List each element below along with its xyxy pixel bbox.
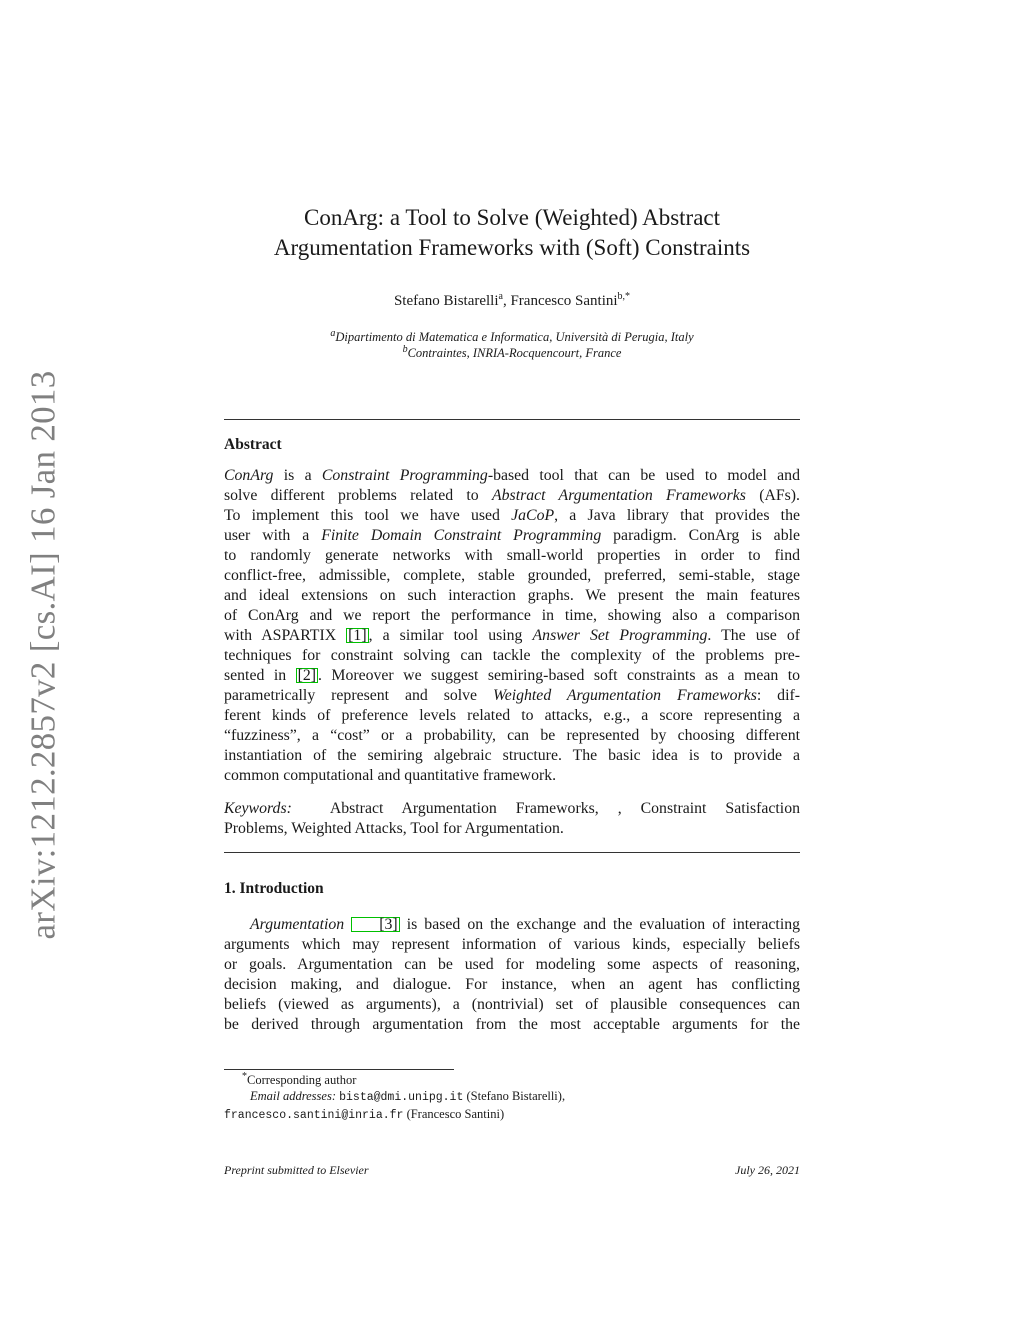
text-span: and ideal extensions on such interaction graphs. We present the main features [224, 587, 800, 604]
text-span: ferent kinds of preference levels related to attacks, e.g., a score representing a [224, 707, 800, 724]
affiliation [224, 345, 800, 361]
text-span: be derived through argumentation from the most acceptable arguments for the [224, 1016, 800, 1033]
text-line [224, 606, 800, 626]
text-span: sented in [224, 667, 296, 684]
text-span: paradigm. ConArg is able [601, 527, 800, 544]
text-span: user with a [224, 527, 322, 544]
text-line [224, 626, 800, 646]
footnote-mark: * [242, 1070, 247, 1082]
footnote-text: Corresponding author [247, 1073, 357, 1087]
text-span: , a Java library that provides the [554, 507, 800, 524]
text-span: conflict-free, admissible, complete, stable grounded, preferred, semi-stable, stage [224, 567, 800, 584]
citation-link[interactable]: [1] [348, 627, 367, 644]
text-span: is a [273, 467, 322, 484]
text-span: , a similar tool using [368, 627, 533, 644]
text-span: parametrically represent and solve [224, 687, 494, 704]
text-line [224, 955, 800, 975]
footnote-rule [224, 1069, 454, 1070]
text-span: is based on the exchange and the evaluation of interacting [399, 916, 800, 933]
affiliations [224, 329, 800, 361]
section-heading: 1. Introduction [224, 880, 324, 897]
text-span: Constraint Programming [321, 467, 488, 484]
text-line [224, 935, 800, 955]
text-span: To implement this tool we have used [224, 507, 512, 524]
text-span: of ConArg and we report the performance in time, showing also a comparison [224, 607, 800, 624]
email-owner: (Stefano Bistarelli), [463, 1089, 566, 1103]
text-line [224, 995, 800, 1015]
keywords-text: Abstract Argumentation Frameworks, , Constraint Satisfaction [329, 800, 800, 817]
text-span: . Moreover we suggest semiring-based soft constraints as a mean to [318, 667, 800, 684]
text-span: “fuzziness”, a “cost” or a probability, can be represented by choosing different [224, 727, 800, 744]
arxiv-stamp [22, 370, 66, 940]
affiliation-text: Dipartimento di Matematica e Informatica, Università di Perugia, Italy [335, 330, 694, 344]
text-span: -based tool that can be used to model and [487, 467, 800, 484]
bottom-rule [224, 852, 800, 853]
affiliation [224, 329, 800, 345]
text-span: Weighted Argumentation Frameworks [493, 687, 757, 704]
affiliation-mark: a [330, 327, 336, 339]
text-line [224, 746, 800, 766]
text-span: Argumentation [250, 916, 345, 933]
citation-link[interactable]: [3] [351, 917, 399, 932]
text-span: JaCoP [511, 507, 555, 524]
text-line [224, 975, 800, 995]
text-line [224, 506, 800, 526]
email-label: Email addresses: [250, 1089, 336, 1103]
text-line [224, 466, 800, 486]
text-line [224, 686, 800, 706]
footnote-corresponding [224, 1072, 565, 1088]
text-span: (AFs). [745, 487, 800, 504]
email-link[interactable]: francesco.santini@inria.fr [224, 1109, 404, 1122]
text-line [224, 546, 800, 566]
text-line [224, 586, 800, 606]
footnote-emails [224, 1088, 565, 1106]
email-link[interactable]: bista@dmi.unipg.it [339, 1091, 464, 1104]
text-span: decision making, and dialogue. For instance, when an agent has conflicting [224, 976, 800, 993]
affiliation-mark: b [402, 343, 408, 355]
text-line [224, 486, 800, 506]
text-span: techniques for constraint solving can tackle the complexity of the problems pre- [224, 647, 800, 664]
author-name: Francesco Santini [510, 293, 618, 309]
text-span: or goals. Argumentation can be used for modeling some aspects of reasoning, [224, 956, 800, 973]
text-line [224, 1015, 800, 1035]
text-span: arguments which may represent information of various kinds, especially beliefs [224, 936, 800, 953]
citation-link[interactable]: [2] [297, 667, 316, 684]
text-line [224, 566, 800, 586]
author-list [224, 293, 800, 310]
arxiv-id: arXiv:1212.2857v2 [cs.AI] 16 Jan 2013 [24, 370, 64, 940]
text-span: instantiation of the semiring algebraic structure. The basic idea is to provide a [224, 747, 800, 764]
affiliation-mark: b,* [617, 291, 631, 302]
text-line [224, 706, 800, 726]
abstract-body [224, 466, 800, 786]
footnote-emails-cont [224, 1106, 565, 1124]
page-footer [224, 1163, 800, 1178]
text-line [224, 915, 800, 935]
top-rule [224, 419, 800, 420]
introduction-body [224, 915, 800, 1035]
text-line [224, 646, 800, 666]
affiliation-text: Contraintes, INRIA-Rocquencourt, France [407, 346, 622, 360]
text-span: to randomly generate networks with small-world properties in order to find [224, 547, 800, 564]
text-span: Abstract Argumentation Frameworks [492, 487, 746, 504]
text-span: beliefs (viewed as arguments), a (nontrivial) set of plausible consequences can [224, 996, 800, 1013]
text-span: Finite Domain Constraint Programming [321, 527, 602, 544]
keywords-line: Problems, Weighted Attacks, Tool for Argumentation. [224, 820, 564, 837]
text-span [344, 916, 351, 933]
text-span: common computational and quantitative framework. [224, 767, 557, 784]
text-line [224, 526, 800, 546]
text-span: solve different problems related to [224, 487, 492, 504]
text-span: Answer Set Programming [532, 627, 708, 644]
title-line-1: ConArg: a Tool to Solve (Weighted) Abstract [303, 205, 721, 230]
author-separator: , [502, 293, 511, 309]
author-name: Stefano Bistarelli [393, 293, 499, 309]
abstract-heading: Abstract [224, 436, 282, 453]
text-span: : dif- [756, 687, 800, 704]
keywords-line [224, 799, 800, 819]
title-line-2: Argumentation Frameworks with (Soft) Constraints [273, 235, 751, 260]
email-owner: (Francesco Santini) [403, 1107, 505, 1121]
affiliation-mark: a [498, 291, 503, 302]
text-line [224, 766, 800, 786]
footer-date: July 26, 2021 [735, 1163, 800, 1177]
text-span: . The use of [707, 627, 800, 644]
text-span: with ASPARTIX [224, 627, 347, 644]
paper-title [224, 203, 800, 263]
text-line [224, 726, 800, 746]
text-line [224, 666, 800, 686]
text-span: ConArg [224, 467, 274, 484]
keywords [224, 799, 800, 839]
footnotes [224, 1072, 565, 1124]
footer-left: Preprint submitted to Elsevier [224, 1163, 369, 1177]
keywords-label: Keywords: [224, 800, 292, 817]
